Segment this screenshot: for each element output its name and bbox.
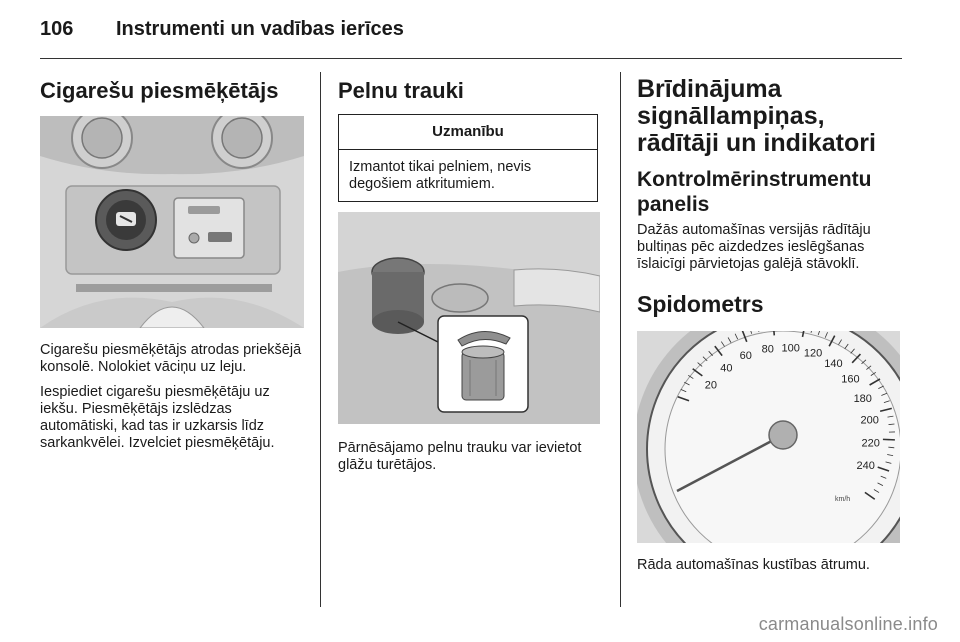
subsection-heading: Kontrolmērinstrumentu panelis (637, 168, 872, 216)
speedo-label: 200 (860, 414, 879, 427)
ashtray-caption: Pārnēsājamo pelnu trauku var ievietot glāžu turētājos. (338, 440, 582, 473)
speedometer-heading: Spidometrs (637, 291, 764, 317)
column-instruments (637, 72, 902, 574)
section-heading: Pelnu trauki (338, 78, 464, 103)
ashtray-figure (338, 212, 600, 424)
speedo-tick (883, 439, 895, 440)
section-heading: Brīdinājuma signāllampiņas, rādītāji un indikatori (637, 75, 876, 157)
speedo-label: 160 (841, 373, 860, 386)
cigarette-lighter-figure (40, 116, 304, 328)
section-heading: Cigarešu piesmēķētājs (40, 78, 279, 103)
column-divider-2 (620, 72, 621, 607)
column-divider-1 (320, 72, 321, 607)
speedo-label: 120 (803, 347, 823, 360)
watermark: carmanualsonline.info (758, 614, 938, 634)
speedo-label: 20 (704, 379, 718, 392)
speedo-label: 40 (720, 362, 733, 375)
chapter-title: Instrumenti un vadības ierīces (116, 18, 404, 40)
cigarette-lighter-console-illustration (40, 116, 304, 328)
speedo-label: 180 (853, 392, 872, 405)
lighter-paragraph-1: Cigarešu piesmēķētājs atrodas priekšējā konsolē. Nolokiet vāciņu uz leju. (40, 342, 302, 375)
ashtray-cupholder-illustration (338, 212, 600, 424)
caution-box (338, 114, 598, 202)
caution-title: Uzmanību (339, 115, 597, 150)
lighter-paragraph-2: Iespiediet cigarešu piesmēķētāju uz iekšu. Piesmēķētājs izslēdzas automātiski, kad tas ir uzkarsis līdz sarkankvēlei. Izvelciet piesmēķētāju. (40, 384, 275, 451)
speedometer-caption: Rāda automašīnas kustības ātrumu. (637, 557, 870, 573)
page-header (40, 18, 902, 48)
speedo-label: 240 (856, 460, 875, 473)
speedo-label: 80 (761, 343, 774, 356)
speedometer-gauge-illustration (637, 331, 900, 543)
speedometer-figure (637, 331, 900, 543)
caution-text: Izmantot tikai pelniem, nevis degošiem atkritumiem. (349, 159, 532, 192)
header-rule (40, 58, 902, 59)
speedo-label: 100 (781, 342, 800, 355)
speedo-label: 140 (824, 357, 843, 370)
instruments-paragraph: Dažās automašīnas versijās rādītāju bultiņas pēc aizdedzes ieslēgšanas īslaicīgi pārvietojas galējā stāvoklī. (637, 222, 871, 272)
speedo-label: 60 (739, 350, 752, 363)
column-ashtray (338, 72, 600, 474)
speedo-label: 220 (861, 437, 880, 450)
page-number: 106 (40, 18, 74, 40)
column-cigarette-lighter (40, 72, 305, 452)
speedo-unit-label: km/h (835, 496, 851, 503)
